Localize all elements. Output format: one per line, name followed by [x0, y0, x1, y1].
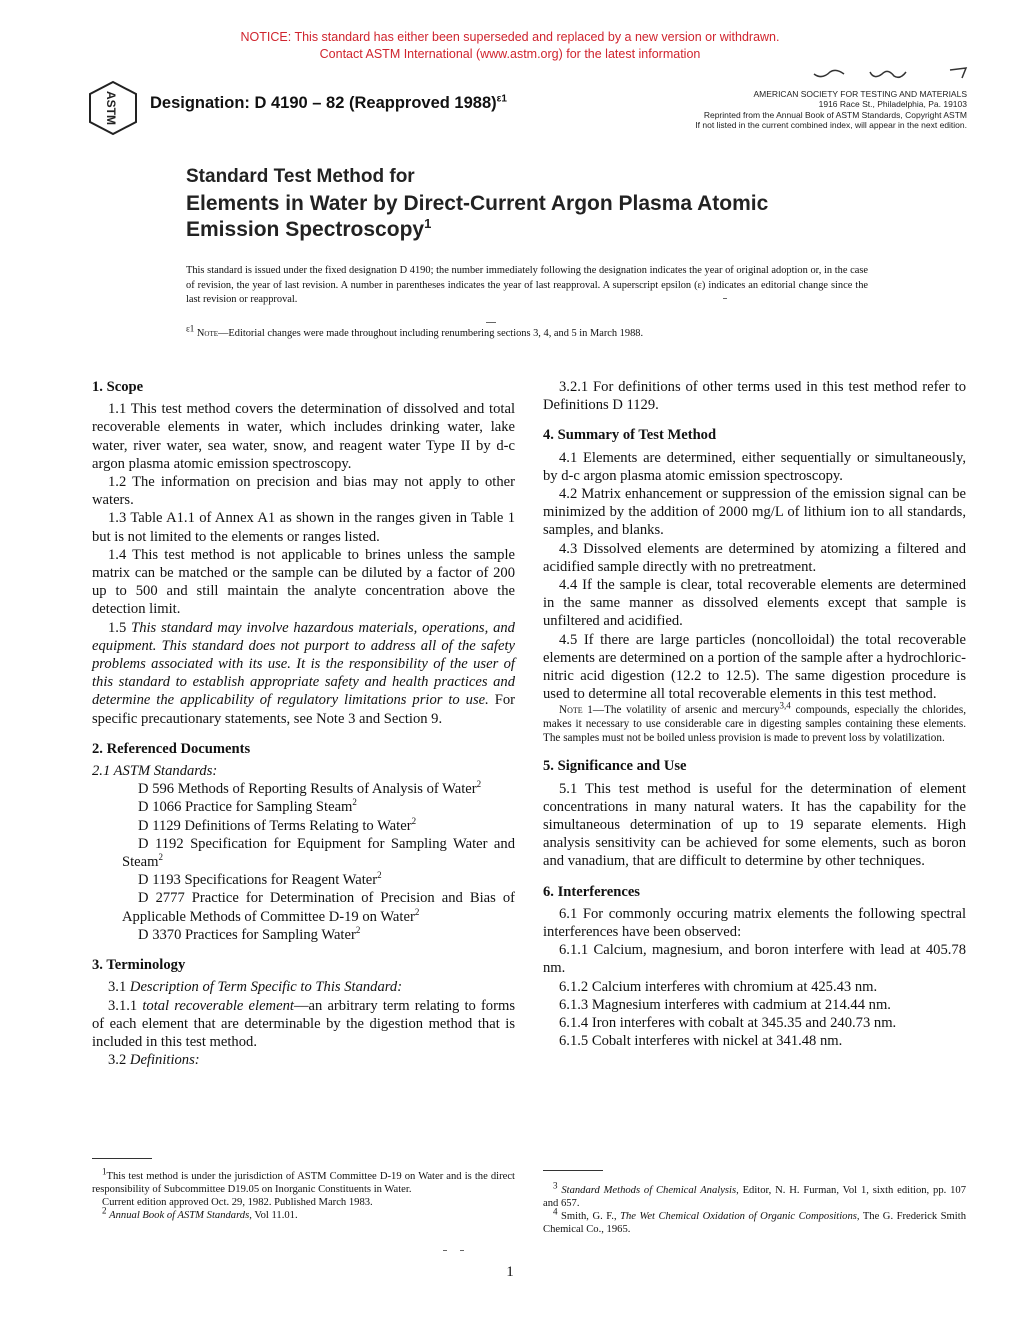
footnote-2: $^2$ Annual Book of ASTM Standards, Vol 11.01.	[102, 1205, 298, 1221]
paragraph: 3.2.1 For definitions of other terms used in this test method refer to Definitions D 1129.	[543, 379, 966, 414]
paragraph: 1.3 Table A1.1 of Annex A1 as shown in the ranges given in Table 1 but is not limited to the elements or ranges listed.	[92, 510, 515, 545]
handwritten-mark	[810, 62, 980, 84]
section-heading: 5. Significance and Use	[543, 758, 687, 775]
left-column	[92, 378, 515, 1081]
page-number: 1	[506, 1264, 514, 1280]
divider-mark	[723, 298, 727, 299]
paragraph: 4.3 Dissolved elements are determined by atomizing a filtered and acidified sample directly with no pretreatment.	[543, 540, 966, 575]
paragraph: 3.1 Description of Term Specific to This Standard:	[108, 979, 403, 996]
paragraph: 1.5 This standard may involve hazardous materials, operations, and equipment. This standard does not purport to address all of the safety problems associated with its use. It is the responsibility of the user of this standard to establish appropriate safety and health practices and determine the applicability of regulatory limitations prior to use. For specific precautionary statements, see Note 3 and Section 9.	[92, 619, 515, 727]
paragraph: 3.1.1 total recoverable element—an arbitrary term relating to forms of each element that are determinable by the digestion method that is included in this test method.	[92, 997, 515, 1050]
footnote-rule	[92, 1158, 152, 1159]
footnote-rule	[543, 1170, 603, 1171]
editorial-note-label: Note	[196, 328, 219, 339]
section-heading: 1. Scope	[92, 379, 144, 395]
logo-text: ASTM	[104, 91, 118, 125]
section-heading: 3. Terminology	[92, 957, 186, 974]
section-scope	[92, 378, 515, 728]
reference-item: D 1192 Specification for Equipment for Sampling Water and Steam$^2$	[122, 835, 515, 871]
title-line-2: Elements in Water by Direct-Current Argon Plasma Atomic	[186, 192, 769, 215]
reference-item: D 1129 Definitions of Terms Relating to Water$^2$	[138, 815, 417, 834]
divider-mark	[460, 1250, 464, 1251]
paragraph: 1.1 This test method covers the determination of dissolved and total recoverable elements in water, which includes drinking water, lake water, river water, sea water, snow, and reagent water Type II by d-c argon plasma atomic emission spectroscopy.	[92, 401, 515, 472]
notice-line-2: Contact ASTM International (www.astm.org) for the latest information	[319, 47, 701, 61]
paragraph: 6.1 For commonly occuring matrix elements the following spectral interferences have been observed:	[543, 905, 966, 941]
section-significance	[543, 757, 966, 870]
paragraph: 3.2 Definitions:	[108, 1052, 200, 1069]
society-name: AMERICAN SOCIETY FOR TESTING AND MATERIALS	[753, 89, 967, 99]
notice-line-1: NOTICE: This standard has either been superseded and replaced by a new version or withdrawn.	[240, 30, 780, 44]
subsection-heading: 2.1 ASTM Standards:	[92, 763, 218, 780]
society-address: 1916 Race St., Philadelphia, Pa. 19103	[818, 99, 967, 110]
list-item: 6.1.2 Calcium interferes with chromium at 425.43 nm.	[559, 978, 878, 995]
title-footnote-ref: 1	[424, 216, 432, 231]
section-heading: 2. Referenced Documents	[92, 740, 251, 757]
right-column	[543, 378, 966, 1063]
paragraph: 1.4 This test method is not applicable to brines unless the sample matrix can be matched or the sample can be diluted by a factor of 200 up to 500 and still maintain the analyte concentration above the detection limit.	[92, 546, 515, 618]
list-item: 6.1.1 Calcium, magnesium, and boron interfere with lead at 405.78 nm.	[543, 942, 966, 977]
designation	[150, 94, 507, 113]
document-title	[186, 163, 768, 243]
society-reprint: Reprinted from the Annual Book of ASTM Standards, Copyright ASTM	[703, 109, 967, 120]
reference-item: D 2777 Practice for Determination of Precision and Bias of Applicable Methods of Committee D-19 on Water$^2$	[122, 890, 515, 925]
list-item: 6.1.4 Iron interferes with cobalt at 345.35 and 240.73 nm.	[559, 1015, 897, 1032]
divider-mark	[486, 322, 496, 323]
title-line-1: Standard Test Method for	[186, 166, 415, 187]
paragraph: 4.5 If there are large particles (noncolloidal) the total recoverable elements are determined on a portion of the sample after a hydrochloric-nitric acid digestion (12.2 to 12.5). The same digestion procedure is used to determine all total recoverable elements in this test method.	[543, 631, 966, 703]
society-block	[695, 89, 967, 131]
paragraph: 1.2 The information on precision and bias may not apply to other waters.	[92, 474, 515, 509]
paragraph: 5.1 This test method is useful for the determination of element concentrations in many natural waters. It has the capability for the simultaneous determination of up to 19 separate elements. High analysis sensitivity can be achieved for some elements, such as boron and vanadium, that are difficult to determine by other techniques.	[543, 780, 966, 870]
reference-item: D 3370 Practices for Sampling Water$^2$	[138, 925, 361, 943]
footnote-3: $^3$ Standard Methods of Chemical Analysis, Editor, N. H. Furman, Vol 1, sixth edition, pp. 107 and 657.	[543, 1180, 966, 1209]
divider-mark	[443, 1250, 447, 1251]
footnote-4: $^4$ Smith, G. F., The Wet Chemical Oxidation of Organic Compositions, The G. Frederick Smith Chemical Co., 1965.	[543, 1206, 966, 1235]
editorial-note-text: —Editorial changes were made throughout including renumbering sections 3, 4, and 5 in March 1988.	[218, 328, 644, 339]
editorial-note-ref: ε1	[186, 323, 195, 334]
section-referenced-documents	[92, 740, 515, 944]
standard-issuance-note: This standard is issued under the fixed designation D 4190; the number immediately following the designation indicates the year of original adoption or, in the case of revision, the year of last revision. A number in parentheses indicates the year of last reapproval. A superscript epsilon (ε) indicates an editorial change since the last revision or reapproval.	[186, 265, 868, 305]
reference-item: D 1066 Practice for Sampling Steam$^2$	[138, 797, 357, 816]
designation-text: Designation: D 4190 – 82 (Reapproved 1988)	[150, 94, 497, 112]
reference-item: D 1193 Specifications for Reagent Water$^2$	[138, 870, 382, 889]
list-item: 6.1.5 Cobalt interferes with nickel at 341.48 nm.	[559, 1033, 843, 1050]
section-summary	[543, 426, 966, 745]
title-line-3: Emission Spectroscopy$^1$	[186, 216, 432, 241]
footnote-1: $^1$This test method is under the jurisdiction of ASTM Committee D-19 on Water and is the direct responsibility of Subcommittee D19.05 on Inorganic Constituents in Water.	[92, 1166, 515, 1195]
paragraph: 4.2 Matrix enhancement or suppression of the emission signal can be minimized by the addition of 2000 mg/L of lithium ion to all standards, samples, and blanks.	[543, 486, 966, 539]
paragraph: 4.1 Elements are determined, either sequentially or simultaneously, by d-c argon plasma atomic emission spectroscopy.	[543, 449, 966, 484]
footnotes-left	[92, 1166, 515, 1222]
footnotes-right	[543, 1180, 966, 1236]
list-item: 6.1.3 Magnesium interferes with cadmium at 214.44 nm.	[559, 996, 891, 1013]
reference-item: D 596 Methods of Reporting Results of Analysis of Water$^2$	[138, 779, 482, 798]
section-terminology	[92, 956, 515, 1069]
terminology-continued	[543, 378, 966, 414]
withdrawal-notice	[0, 29, 1020, 63]
astm-logo	[88, 80, 138, 136]
section-heading: 6. Interferences	[543, 883, 640, 900]
paragraph: 4.4 If the sample is clear, total recoverable elements are determined in the same manner as dissolved elements except that sample is unfiltered and acidified.	[543, 577, 966, 630]
society-index-note: If not listed in the current combined index, will appear in the next edition.	[695, 120, 967, 131]
section-heading: 4. Summary of Test Method	[543, 427, 717, 444]
designation-epsilon: ε1	[496, 93, 507, 105]
note-1: Note 1—The volatility of arsenic and mercury$^{3,4}$ compounds, especially the chlorides, makes it necessary to use considerable care in digesting samples containing these elements. The samples must not be boiled unless provision is made to prevent loss by volatilization.	[543, 700, 966, 745]
footnote-1-edition: Current edition approved Oct. 29, 1982. Published March 1983.	[102, 1197, 373, 1208]
section-interferences	[543, 883, 966, 1051]
editorial-note	[186, 323, 868, 341]
